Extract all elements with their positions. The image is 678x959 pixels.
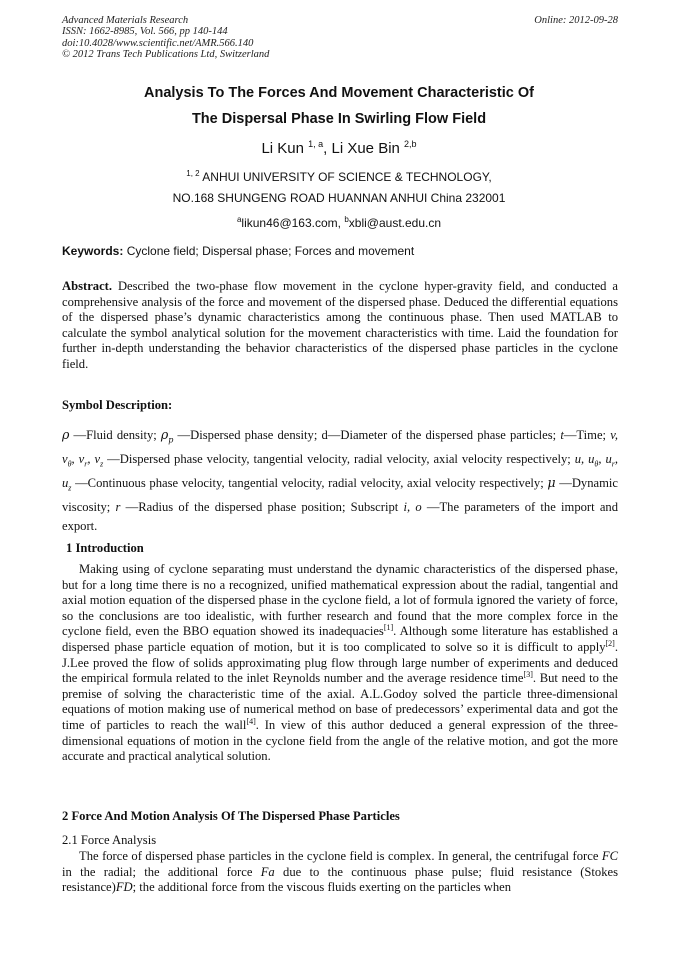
symbol-heading: Symbol Description: — [62, 398, 173, 412]
sym-text-5: —Continuous phase velocity, tangential velocity, radial velocity, axial velocity respectively; — [71, 476, 548, 491]
journal-header — [62, 15, 618, 61]
rho-symbol: ρ — [62, 427, 70, 442]
affil-marker: 1, 2 — [186, 169, 200, 178]
email-b: xbli@aust.edu.cn — [348, 216, 442, 230]
fc-symbol: FC — [601, 849, 618, 863]
force-text-1: The force of dispersed phase particles in the cyclone field is complex. In general, the centrifugal force — [79, 849, 602, 863]
author-1-name: Li Kun — [261, 140, 309, 157]
keywords — [62, 244, 618, 258]
author-2-affil: 2,b — [404, 139, 417, 149]
sym-text-2: —Dispersed phase density; d—Diameter of the dispersed phase particles; — [173, 428, 561, 442]
fd-symbol: FD — [115, 880, 133, 895]
sym-text-3: —Time; — [563, 428, 611, 442]
subsection-2-1-heading: 2.1 Force Analysis — [62, 833, 157, 847]
intro-text-2: . Although some literature has established a dispersed phase particle equation of motion, but it is too complicated to solve so it is difficult to apply — [62, 624, 618, 654]
sym-text-9: —The parameters of the import and export. — [62, 499, 618, 533]
v-symbols: v, $v_\theta$, $v_r$, $v_z$ — [62, 428, 618, 469]
introduction-paragraph — [62, 562, 618, 765]
author-2-name: , Li Xue Bin — [323, 140, 405, 157]
section-1-heading: 1 Introduction — [66, 541, 144, 555]
sym-text-4: —Dispersed phase velocity, tangential velocity, radial velocity, axial velocity respectively; — [103, 451, 575, 466]
email-a-marker: a — [236, 215, 242, 224]
journal-name: Advanced Materials Research — [62, 15, 189, 26]
citation-4: [4] — [246, 716, 256, 726]
abstract-text: Described the two-phase flow movement in the cyclone hyper-gravity field, and conducted a comprehensive analysis of the force and movement of the dispersed phase. Deduced the differential equations of the dispersed phase’s dynamic characteristics among the continuous phase. Then used MATLAB to calculate the symbol analytical solution for the movement characteristics with time. Laid the foundation for further in-depth understanding the behavior characteristics of the dispersed phase particles in the cyclone field. — [62, 279, 618, 371]
affil-address: NO.168 SHUNGENG ROAD HUANNAN ANHUI China 232001 — [172, 191, 506, 205]
force-text-4: ; the additional force from the viscous fluids exerting on the particles when — [132, 880, 512, 895]
citation-2: [2] — [605, 638, 615, 648]
sym-text-7: —Radius of the dispersed phase position; Subscript — [120, 499, 404, 514]
title-line-2: The Dispersal Phase In Swirling Flow Field — [191, 111, 487, 127]
intro-text-4: . But need to the premise of solving the characteristic time of the axial. A.L.Godoy solved the particle three-dimensional equations of motion making use of numerical method on base of predecessors’ experimental data and got the time of particles to reach the wall — [62, 671, 618, 732]
affiliation — [62, 163, 616, 234]
email-b-marker: b — [344, 215, 349, 224]
copyright-line: © 2012 Trans Tech Publications Ltd, Switzerland — [62, 49, 270, 61]
u-symbols: u, $u_\theta$, $u_r$, $u_z$ — [62, 451, 619, 493]
sym-text-6: —Dynamic viscosity; — [62, 476, 618, 514]
affil-university: ANHUI UNIVERSITY OF SCIENCE & TECHNOLOGY, — [199, 170, 492, 184]
citation-3: [3] — [523, 669, 533, 679]
email-a: likun46@163.com, — [241, 216, 345, 230]
doi-line: doi:10.4028/www.scientific.net/AMR.566.140 — [62, 37, 254, 49]
author-1-affil: 1, a — [308, 139, 324, 149]
intro-text-3: . J.Lee proved the flow of solids approximating plug flow through large number of experiments and deduced the empirical formula related to the inlet Reynolds number and the average residence time — [62, 639, 618, 686]
fa-symbol: Fa — [260, 864, 275, 879]
keywords-label: Keywords: — [62, 244, 124, 258]
issn-line: ISSN: 1662-8985, Vol. 566, pp 140-144 — [62, 26, 228, 38]
paper-title — [62, 80, 616, 132]
keywords-text: Cyclone field; Dispersal phase; Forces and movement — [123, 244, 415, 258]
force-analysis-paragraph — [62, 849, 618, 896]
force-text-3: due to the continuous phase pulse; fluid resistance (Stokes resistance) — [62, 864, 618, 895]
title-line-1: Analysis To The Forces And Movement Characteristic Of — [144, 85, 534, 101]
citation-1: [1] — [383, 623, 394, 633]
section-2-heading: 2 Force And Motion Analysis Of The Dispersed Phase Particles — [62, 809, 400, 823]
online-date: Online: 2012-09-28 — [534, 15, 618, 26]
subscript-io: i, o — [403, 499, 422, 514]
intro-text-5: . In view of this author deduced a general expression of the three-dimensional equations of motion in the cyclone field from the angle of the relative motion, and got the more accurate and practical analytical solution. — [62, 717, 618, 764]
force-text-2: in the radial; the additional force — [62, 864, 261, 879]
abstract-label: Abstract. — [62, 279, 113, 293]
mu-symbol: μ — [547, 475, 556, 491]
intro-text-1: Making using of cyclone separating must understand the dynamic characteristics of the dispersed phase, but for a long time there is no a recognized, unified mathematical expression about the radial, tangential and axial motion equation of the dispersed phase in the cyclone field, a lot of formula ignored the variety of force, so the conclusions are too idealistic, with further research and found that the more complex force in the cyclone field, even the BBO equation showed its inadequacies — [62, 562, 618, 639]
symbol-description — [62, 425, 618, 536]
author-list — [62, 139, 616, 157]
sym-text-1: —Fluid density; — [69, 428, 161, 442]
t-symbol: t — [560, 428, 564, 442]
abstract — [62, 279, 618, 373]
rho-p-symbol: $\rho_p$ — [160, 427, 174, 445]
r-symbol: r — [115, 499, 121, 514]
